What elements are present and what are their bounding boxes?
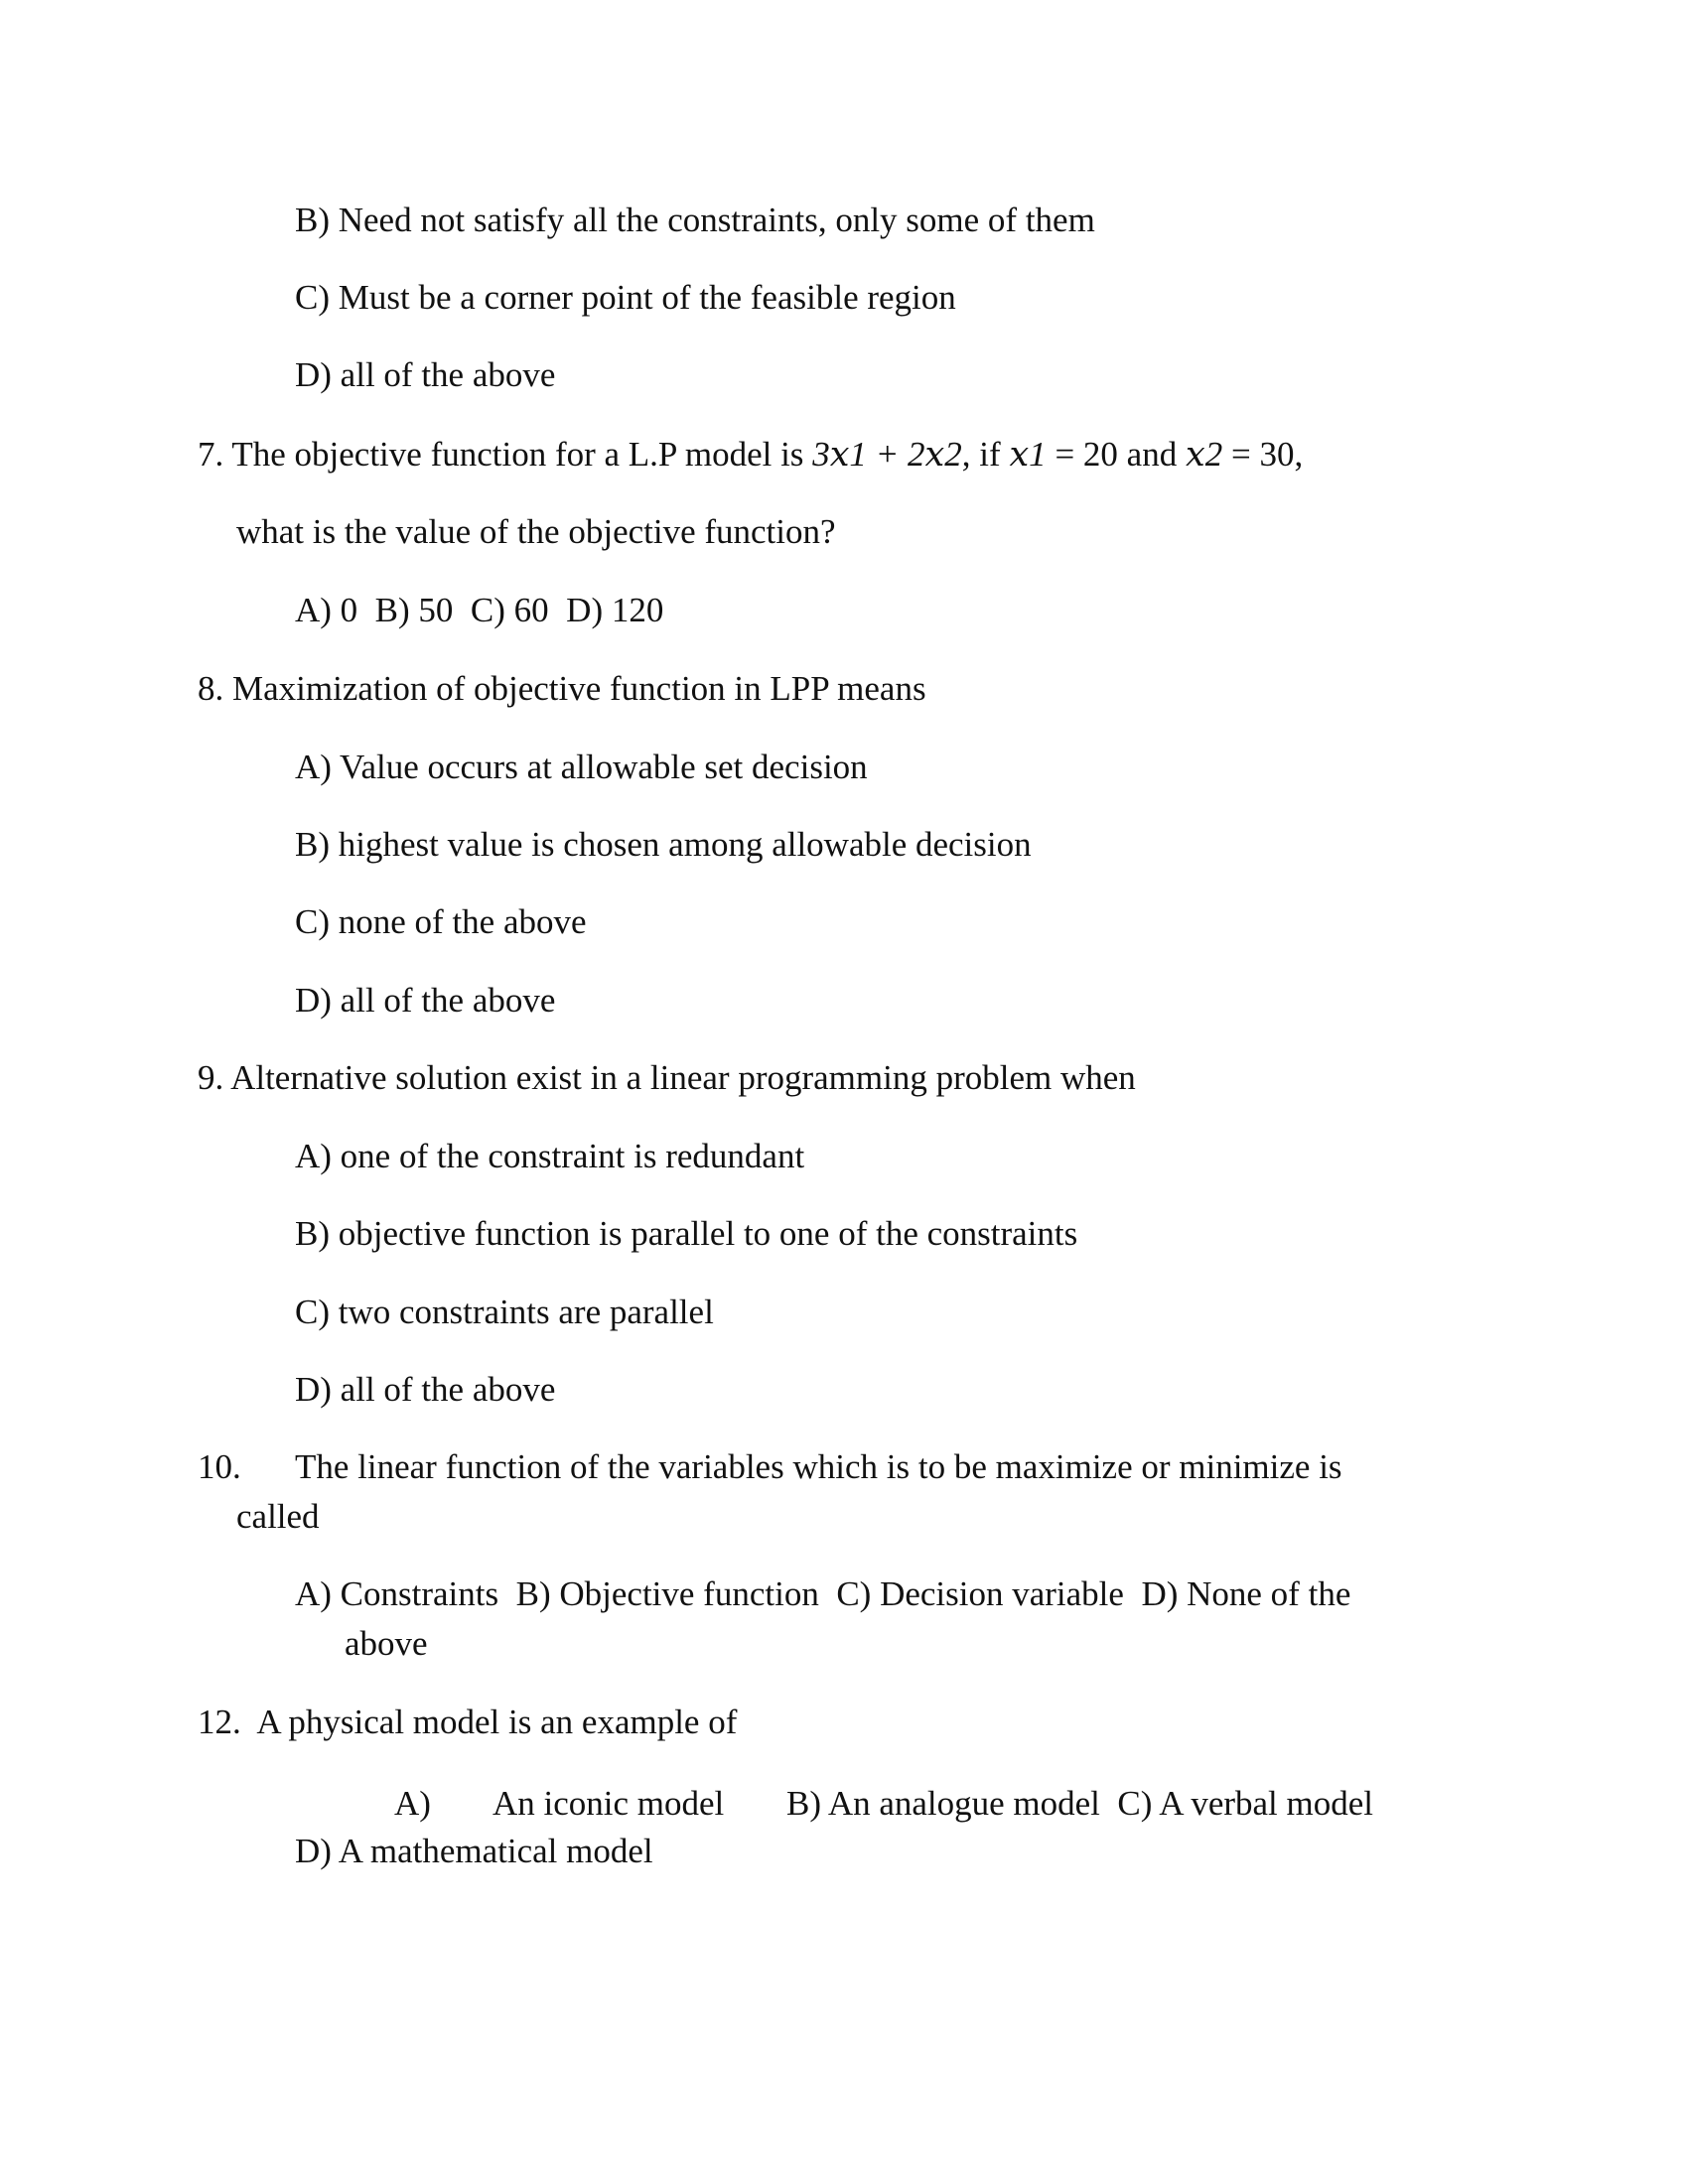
q7-text: = 30, — [1222, 435, 1304, 474]
q10-question-line2: called — [236, 1497, 320, 1536]
q8-option-a: A) Value occurs at allowable set decision — [295, 748, 868, 786]
q8-option-d: D) all of the above — [295, 981, 556, 1020]
q12-option-d: D) A mathematical model — [295, 1832, 653, 1870]
q8-question: 8. Maximization of objective function in LPP means — [198, 669, 926, 708]
q12-option-a-text: An iconic model — [492, 1784, 725, 1823]
q10-question-line1: The linear function of the variables which is to be maximize or minimize is — [295, 1447, 1342, 1486]
q7-question-line2: what is the value of the objective function? — [236, 512, 836, 551]
q7-expression: 3𝑥1 + 2𝑥2 — [812, 435, 962, 474]
q7-var-x2: 𝑥2 — [1185, 435, 1223, 474]
q9-question: 9. Alternative solution exist in a linear programming problem when — [198, 1058, 1136, 1097]
q9-option-d: D) all of the above — [295, 1370, 556, 1409]
q8-option-b: B) highest value is chosen among allowable decision — [295, 825, 1032, 864]
q10-number: 10. — [198, 1447, 241, 1486]
q10-options-line2: above — [345, 1624, 428, 1663]
q9-option-b: B) objective function is parallel to one of the constraints — [295, 1214, 1078, 1253]
q6-option-d: D) all of the above — [295, 355, 556, 394]
q8-option-c: C) none of the above — [295, 902, 587, 941]
q12-question: 12. A physical model is an example of — [198, 1703, 738, 1741]
q7-var-x1: 𝑥1 — [1009, 435, 1047, 474]
q7-question-line1 — [198, 435, 1303, 475]
q12-options-bc: B) An analogue model C) A verbal model — [786, 1784, 1374, 1823]
q6-option-b: B) Need not satisfy all the constraints, only some of them — [295, 201, 1095, 239]
q10-options-line1: A) Constraints B) Objective function C) Decision variable D) None of the — [295, 1574, 1351, 1613]
q7-text: The objective function for a L.P model is — [231, 435, 813, 474]
q7-text: = 20 and — [1046, 435, 1186, 474]
q6-option-c: C) Must be a corner point of the feasible region — [295, 278, 956, 317]
q12-option-a-label: A) — [394, 1784, 431, 1823]
q7-number: 7. — [198, 435, 224, 474]
q7-text: , if — [961, 435, 1010, 474]
q9-option-c: C) two constraints are parallel — [295, 1293, 714, 1331]
q7-options: A) 0 B) 50 C) 60 D) 120 — [295, 591, 664, 629]
q9-option-a: A) one of the constraint is redundant — [295, 1137, 805, 1175]
